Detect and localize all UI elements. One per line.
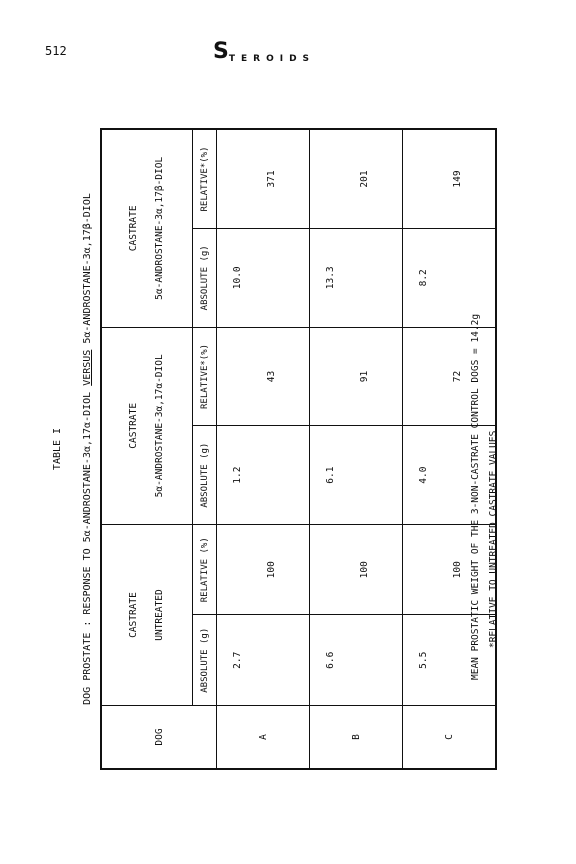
caption-versus: VERSUS: [82, 349, 93, 386]
value-cell: [310, 525, 403, 616]
value-cell: [310, 228, 403, 327]
value-cell: [217, 327, 310, 426]
group-header-line1: CASTRATE: [128, 402, 139, 449]
footnote-relative: *RELATIVE TO UNTREATED CASTRATE VALUES: [488, 430, 499, 648]
value-cell: [403, 228, 497, 327]
absolute-value: 13.3: [324, 266, 336, 290]
table-title: TABLE I: [52, 427, 63, 471]
value-cell: [403, 426, 497, 525]
dog-column-header: DOG: [101, 706, 217, 770]
group-header-17alpha: [101, 327, 193, 524]
absolute-value: 1.2: [231, 466, 243, 484]
sub-header-cell: RELATIVE (%): [193, 525, 217, 616]
journal-logo-rest: TEROIDS: [228, 54, 316, 64]
relative-value: 201: [358, 170, 370, 188]
group-header-untreated: [101, 525, 193, 706]
group-header-row: [101, 129, 193, 769]
journal-logo: [213, 39, 315, 64]
relative-value: 100: [265, 561, 277, 579]
value-cell: [217, 228, 310, 327]
journal-logo-initial: S: [213, 39, 229, 64]
dog-id-cell: B: [310, 706, 403, 770]
table-row: [217, 129, 310, 769]
group-header-line2: UNTREATED: [154, 589, 165, 641]
group-header-line2: 5α-ANDROSTANE-3α,17α-DIOL: [154, 354, 165, 498]
value-cell: [217, 525, 310, 616]
relative-value: 91: [358, 370, 370, 383]
footnote-mean-weight: MEAN PROSTATIC WEIGHT OF THE 3-NON-CASTRATE CONTROL DOGS = 14.2g: [470, 313, 481, 680]
value-cell: [217, 615, 310, 706]
absolute-value: 8.2: [417, 269, 429, 287]
absolute-value: 6.1: [324, 466, 336, 484]
relative-value: 72: [451, 370, 463, 383]
sub-header-cell: RELATIVE*(%): [193, 327, 217, 426]
value-cell: [403, 327, 497, 426]
value-cell: [403, 615, 497, 706]
relative-value: 100: [358, 561, 370, 579]
group-header-17beta: [101, 129, 193, 327]
group-header-line1: CASTRATE: [128, 592, 139, 638]
sub-header-cell: ABSOLUTE (g): [193, 615, 217, 706]
page-number: 512: [45, 44, 67, 58]
value-cell: [403, 129, 497, 228]
absolute-value: 6.6: [324, 651, 336, 669]
caption-part-2: 5α-ANDROSTANE-3α,17β-DIOL: [82, 193, 93, 350]
sub-header-cell: ABSOLUTE (g): [193, 228, 217, 327]
value-cell: [310, 327, 403, 426]
absolute-value: 10.0: [231, 266, 243, 290]
table-caption: [82, 128, 93, 770]
group-header-line2: 5α-ANDROSTANE-3α,17β-DIOL: [154, 156, 165, 300]
group-header-line1: CASTRATE: [128, 205, 139, 252]
dog-id-cell: A: [217, 706, 310, 770]
dog-id-cell: C: [403, 706, 497, 770]
value-cell: [217, 129, 310, 228]
results-table: [100, 128, 497, 770]
relative-value: 371: [265, 170, 277, 188]
value-cell: [310, 129, 403, 228]
value-cell: [403, 525, 497, 616]
relative-value: 149: [451, 170, 463, 188]
rotated-table-section: [52, 70, 532, 770]
value-cell: [217, 426, 310, 525]
sub-header-row: [193, 129, 217, 769]
value-cell: [310, 426, 403, 525]
sub-header-cell: RELATIVE*(%): [193, 129, 217, 228]
value-cell: [310, 615, 403, 706]
absolute-value: 4.0: [417, 466, 429, 484]
sub-header-cell: ABSOLUTE (g): [193, 426, 217, 525]
caption-part-1: DOG PROSTATE : RESPONSE TO 5α-ANDROSTANE-3α,17α-DIOL: [82, 385, 93, 705]
relative-value: 100: [451, 561, 463, 579]
absolute-value: 5.5: [417, 651, 429, 669]
table-row: [403, 129, 497, 769]
table-row: [310, 129, 403, 769]
relative-value: 43: [265, 370, 277, 383]
absolute-value: 2.7: [231, 651, 243, 669]
